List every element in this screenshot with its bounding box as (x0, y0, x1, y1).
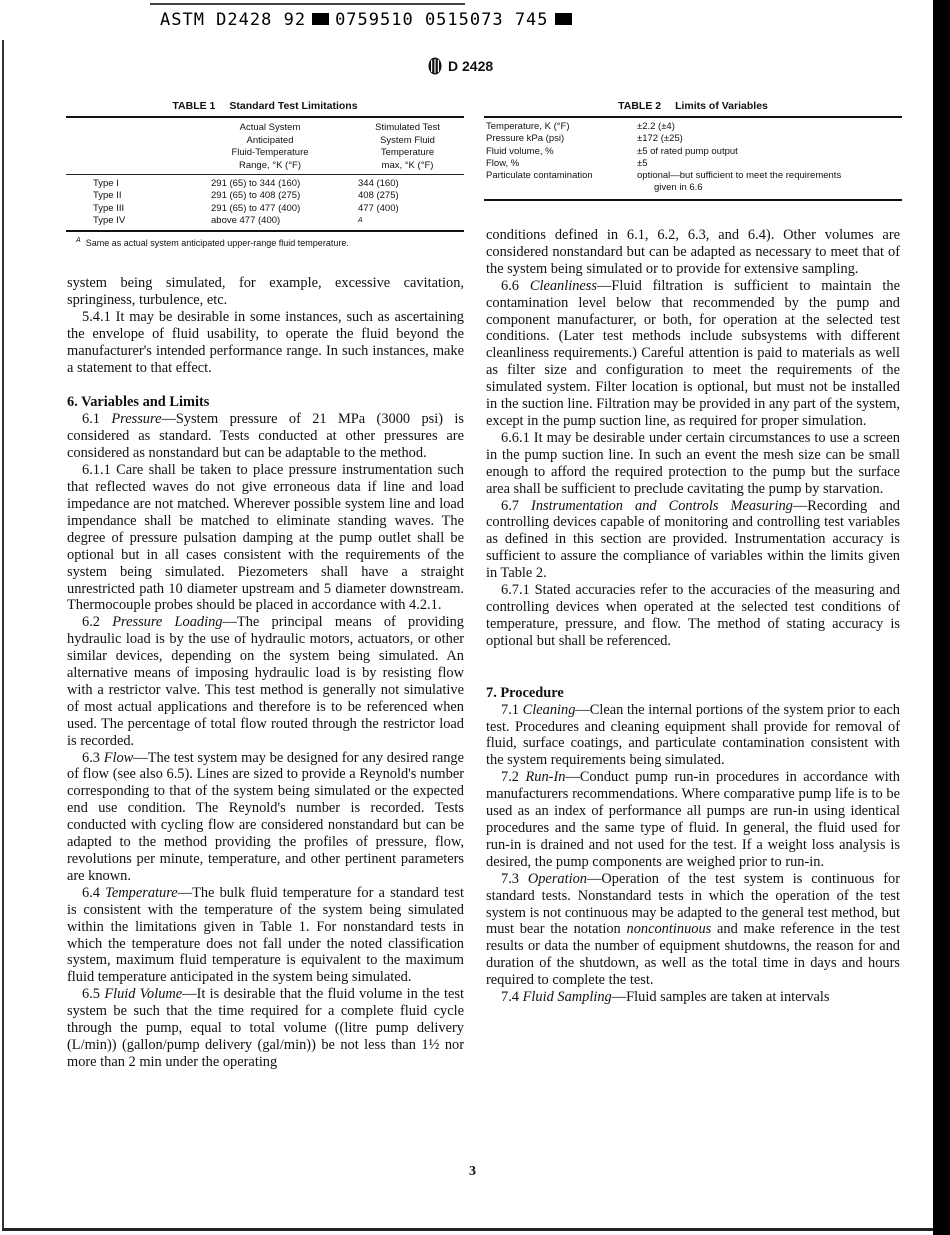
paragraph-6-3: 6.3 Flow—The test system may be designed for any desired range of flow (see also 6.5). Lines are sized to provide a Reynold's number corresponding to that of the system being simulated or the expected end use condition. The Reynold's number is recorded. Tests conducted with cycling flow are considered nonstandard but can be adapted to the method providing the profiles of pressure, flow, revolutions per minute, temperature, and other pertinent parameters are known. (67, 749, 464, 884)
table-header-cell: Actual System Anticipated Fluid-Temperature Range, °K (°F) (231, 122, 309, 171)
paragraph-6-6-1: 6.6.1 It may be desirable under certain circumstances to use a screen in the pump suction line. In such an event the mesh size can be small enough to afford the required protection to the pump but the surface area shall be sufficient to preclude cavitating the pump by starvation. (486, 429, 900, 497)
table-row: Type IV above 477 (400) A (93, 214, 363, 226)
paragraph-6-4: 6.4 Temperature—The bulk fluid temperature for a standard test is consistent with the temperature of the system being simulated within the limitations given in Table 1. For nonstandard tests in which the temperature does not fall under the noted classification system, maximum fluid temperature is equivalent to the maximum fluid temperature anticipated in the system being simulated. (67, 884, 465, 986)
paragraph-7-2: 7.2 Run-In—Conduct pump run-in procedures in accordance with manufacturers recommendations. Where comparative pump life is to be used as an index of performance all pumps are run-in using identical procedures and the same type of fluid. In general, the fluid used for run-in is drained and not used for the test. If a weight loss analysis is desired, the pump components are weighed prior to run-in. (486, 769, 900, 870)
paragraph: system being simulated, for example, excessive cavitation, springiness, turbulence, etc. (67, 275, 464, 308)
table-standard-test-limitations (66, 100, 464, 248)
astm-logo-icon (428, 57, 442, 75)
stamp-block-mark (312, 13, 329, 25)
table-header-cell: Stimulated Test System Fluid Temperature max, °K (°F) (375, 122, 440, 171)
table-row: Flow, % ±5 (486, 157, 648, 169)
table-body (484, 118, 902, 199)
table-row: Particulate contamination optional—but sufficient to meet the requirements given in 6.6 (486, 170, 842, 194)
scan-border-right (933, 0, 950, 1235)
section-heading-6: 6. Variables and Limits (67, 394, 210, 411)
paragraph-6-5: 6.5 Fluid Volume—It is desirable that the fluid volume in the test system be such that the time required for a complete fluid cycle through the pump, equal to total volume ((litre pump delivery (L/min)) (gallon/pump delivery (gal/min)) be not less than 1½ nor more than 2 min under the operating (67, 986, 464, 1070)
stamp-block-mark (555, 13, 572, 25)
table-header-row (66, 118, 464, 174)
top-rule (150, 3, 465, 5)
paragraph-6-1: 6.1 Pressure—System pressure of 21 MPa (3000 psi) is considered as standard. Tests conducted at other pressures are considered as nonstandard but can be adaptable to the method. (67, 411, 464, 462)
table-row: Type III 291 (65) to 477 (400) 477 (400) (93, 202, 399, 214)
document-stamp (160, 10, 578, 30)
table-rule (484, 199, 902, 201)
paragraph-6-6: 6.6 Cleanliness—Fluid filtration is sufficient to maintain the contamination level below that recommended by the pump and component manufacturer, or both, for operation at the selected test conditions. (Later test methods include subsystems with different cleanliness requirements.) Careful attention is paid to materials as well as filter size and configuration to meet the requirements of the simulated system. Filter location is optional, but must not be installed in the suction line. Filtration may be provided in any part of the system, except in the pump suction line, as required for proper simulation. (486, 277, 901, 429)
table-limits-of-variables (484, 100, 902, 201)
table-title: TABLE 2 Limits of Variables (618, 100, 768, 112)
paragraph-6-1-1: 6.1.1 Care shall be taken to place pressure instrumentation such that reflected waves do not give erroneous data if line and load impedance are not matched. Wherever possible system line and load impendance shall be matched to eliminate standing waves. The degree of pressure pulsation damping at the pump outlet shall be optional but in all cases consistent with the requirements of the system being simulated. Piezometers shall have a straight unrestricted path 10 diameter upstream and 5 diameter downstream. Thermocouple probes should be placed in accordance with 4.2.1. (67, 462, 464, 614)
table-row: Type II 291 (65) to 408 (275) 408 (275) (93, 190, 399, 202)
paragraph-6-7: 6.7 Instrumentation and Controls Measuring—Recording and controlling devices capable of monitoring and controlling test variables as defined in this section are provided. Instrumentation accuracy is sufficient to assure the compliance of variables within the limits given in Table 2. (486, 497, 900, 582)
scan-border-bottom (2, 1228, 942, 1231)
page-number: 3 (469, 1164, 476, 1179)
paragraph-7-1: 7.1 Cleaning—Clean the internal portions of the system prior to each test. Procedures and cleaning equipment shall provide for removal of fluid, surface coatings, and particulate contamination consistent with the system requirements being simulated. (486, 701, 900, 769)
scan-border-left (2, 40, 4, 1230)
stamp-codes: 0759510 0515073 745 (335, 10, 549, 30)
table-row: Temperature, K (°F) ±2.2 (±4) (486, 121, 675, 132)
table-footnote: $^A$ Same as actual system anticipated upper-range fluid temperature. (76, 237, 349, 249)
paragraph-6-7-1: 6.7.1 Stated accuracies refer to the accuracies of the measuring and controlling devices when operated at the selected test conditions of temperature, pressure, and flow. The method of stating accuracy is optional but shall be referenced. (486, 582, 900, 649)
table-row: Fluid volume, % ±5 of rated pump output (486, 145, 738, 157)
table-row: Type I 291 (65) to 344 (160) 344 (160) (93, 178, 399, 189)
text-column-right (486, 227, 900, 1006)
section-heading-7: 7. Procedure (486, 684, 564, 701)
paragraph-5-4-1: 5.4.1 It may be desirable in some instances, such as ascertaining the envelope of fluid usability, to operate the fluid beyond the manufacturer's intended performance range. In such instances, make a statement to that effect. (67, 308, 464, 376)
table-row: Pressure kPa (psi) ±172 (±25) (486, 133, 683, 145)
paragraph-7-3: 7.3 Operation—Operation of the test system is continuous for standard tests. Nonstandard tests in which the operation of the test system is not continuous may be adapted to the general test method, but must bear the notation noncontinuous and make reference in the test results or data the number of equipment shutdowns, the reason for and duration of the shutdown, as well as the total time in days and hours required to complete the test. (486, 870, 900, 989)
table-title: TABLE 1 Standard Test Limitations (172, 100, 358, 112)
paragraph-6-2: 6.2 Pressure Loading—The principal means of providing hydraulic load is by the use of hydraulic motors, actuators, or other similar devices, depending on the system being simulated. An alternative means of imposing hydraulic load is by resisting flow with a restrictor valve. This test method is generally not simulative of most actual applications and therefore is to be referenced when used. The percentage of total flow routed through the restrictor load is recorded. (67, 614, 465, 749)
table-rule (66, 230, 464, 232)
designation-number: D 2428 (448, 58, 494, 74)
text-column-left (67, 275, 464, 1071)
page-header-designation (428, 57, 493, 75)
paragraph: conditions defined in 6.1, 6.2, 6.3, and 6.4). Other volumes are considered nonstandard but can be adapted as necessary to meet that of the system being simulated or to provide for extensive sampling. (486, 227, 900, 277)
table-header-cell (66, 122, 161, 172)
paragraph-7-4: 7.4 Fluid Sampling—Fluid samples are taken at intervals (501, 989, 830, 1006)
table-body (66, 175, 464, 230)
stamp-prefix: ASTM D2428 92 (160, 10, 307, 30)
